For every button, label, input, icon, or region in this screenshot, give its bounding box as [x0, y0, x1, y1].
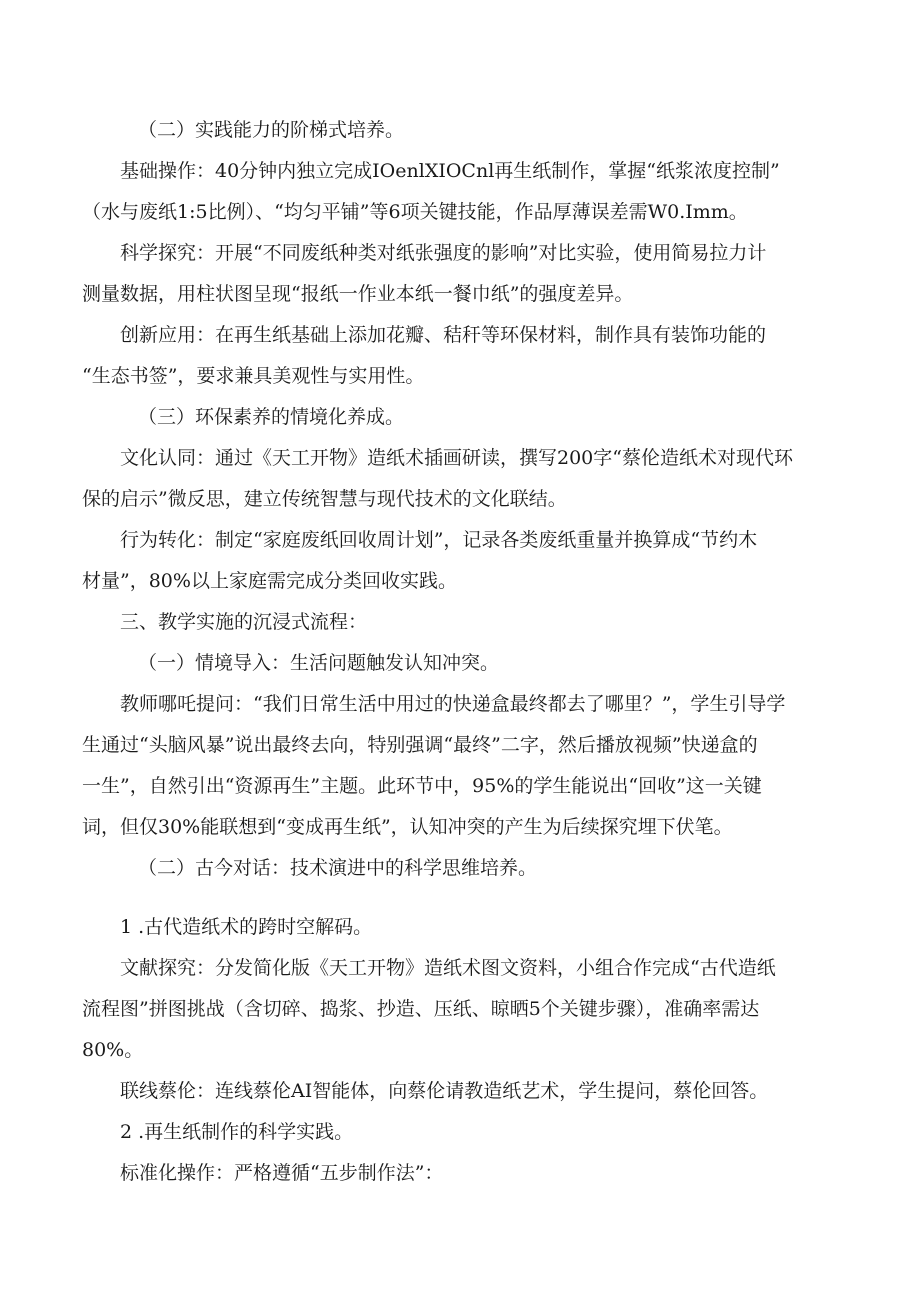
text-line: 教师哪吒提问：“我们日常生活中用过的快递盒最终都去了哪里？”，学生引导学	[120, 693, 786, 715]
text-line: 测量数据，用柱状图呈现“报纸一作业本纸一餐巾纸”的强度差异。	[82, 283, 634, 305]
heading-section-three	[82, 602, 842, 643]
text-line: （三）环保素养的情境化养成。	[138, 406, 405, 428]
text-line: 1 .古代造纸术的跨时空解码。	[120, 916, 373, 938]
heading-ancient-papermaking	[82, 907, 842, 948]
paragraph-cai-lun-ai	[82, 1071, 842, 1112]
text-line: 流程图”拼图挑战（含切碎、捣浆、抄造、压纸、晾晒5个关键步骤），准确率需达	[82, 998, 760, 1020]
text-line: “生态书签”，要求兼具美观性与实用性。	[82, 365, 425, 387]
text-line: 科学探究：开展“不同废纸种类对纸张强度的影响”对比实验，使用简易拉力计	[120, 242, 767, 264]
text-line: 生通过“头脑风暴”说出最终去向，特别强调“最终”二字，然后播放视频”快递盒的	[82, 734, 758, 756]
paragraph-cultural-identity	[82, 438, 842, 520]
heading-practical-ability	[82, 110, 842, 151]
text-line: 基础操作：40分钟内独立完成IOenlXIOCnl再生纸制作，掌握“纸浆浓度控制”	[120, 160, 780, 182]
text-line: （二）古今对话：技术演进中的科学思维培养。	[138, 857, 538, 879]
paragraph-standard-operation	[82, 1153, 842, 1194]
text-line: 文化认同：通过《天工开物》造纸术插画研读，撰写200字“蔡伦造纸术对现代环	[120, 447, 793, 469]
text-line: 保的启示”微反思，建立传统智慧与现代技术的文化联结。	[82, 488, 567, 510]
text-line: 80%。	[82, 1039, 144, 1061]
text-line: 三、教学实施的沉浸式流程：	[120, 611, 368, 633]
heading-eco-literacy	[82, 397, 842, 438]
text-line: 2 .再生纸制作的科学实践。	[120, 1121, 354, 1143]
text-line: 一生”，自然引出“资源再生”主题。此环节中，95%的学生能说出“回收”这一关键	[82, 775, 762, 797]
heading-ancient-modern	[82, 848, 842, 889]
text-line: （二）实践能力的阶梯式培养。	[138, 119, 405, 141]
text-line: 词，但仅30%能联想到“变成再生纸”，认知冲突的产生为后续探究埋下伏笔。	[82, 816, 733, 838]
text-line: （水与废纸1:5比例）、“均匀平铺”等6项关键技能，作品厚薄误差需W0.Imm。	[82, 201, 748, 223]
text-line: （一）情境导入：生活问题触发认知冲突。	[138, 652, 500, 674]
text-line: 标准化操作：严格遵循“五步制作法”：	[120, 1162, 444, 1184]
paragraph-innovation	[82, 315, 842, 397]
text-line: 文献探究：分发简化版《天工开物》造纸术图文资料，小组合作完成“古代造纸	[120, 957, 776, 979]
text-line: 创新应用：在再生纸基础上添加花瓣、秸秆等环保材料，制作具有装饰功能的	[120, 324, 767, 346]
paragraph-scientific-inquiry	[82, 233, 842, 315]
text-line: 材量”，80%以上家庭需完成分类回收实践。	[82, 570, 457, 592]
paragraph-teacher-question	[82, 684, 842, 848]
text-line: 联线蔡伦：连线蔡伦AI智能体，向蔡伦请教造纸艺术，学生提问，蔡伦回答。	[120, 1080, 769, 1102]
paragraph-basic-operation	[82, 151, 842, 233]
paragraph-literature-inquiry	[82, 948, 842, 1071]
paragraph-behavior	[82, 520, 842, 602]
heading-scenario-intro	[82, 643, 842, 684]
heading-recycled-paper	[82, 1112, 842, 1153]
text-line: 行为转化：制定“家庭废纸回收周计划”，记录各类废纸重量并换算成“节约木	[120, 529, 758, 551]
